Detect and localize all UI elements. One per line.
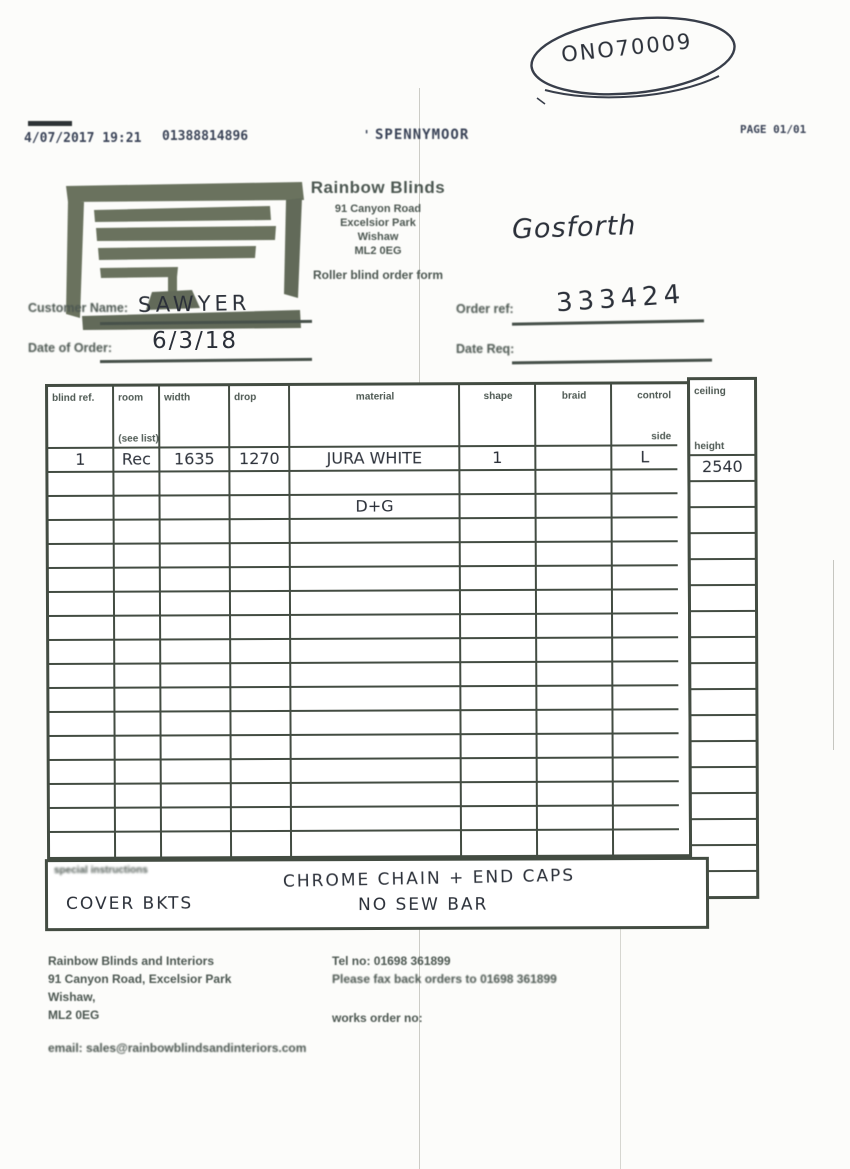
table-cell — [231, 544, 291, 568]
table-cell — [49, 497, 115, 521]
table-cell — [161, 712, 231, 736]
table-cell — [161, 688, 231, 712]
height-column — [687, 377, 759, 899]
table-cell — [162, 736, 232, 760]
table-cell — [462, 831, 538, 855]
table-cell — [613, 542, 678, 566]
table-cell — [537, 711, 613, 735]
table-cell — [292, 759, 462, 784]
table-cell — [232, 832, 292, 856]
order-ref-underline — [512, 319, 704, 325]
table-cell — [614, 782, 679, 806]
table-row — [49, 710, 688, 737]
customer-name-label: Customer Name: — [28, 301, 129, 315]
table-cell — [461, 591, 537, 615]
table-cell — [232, 760, 292, 784]
table-cell — [161, 496, 231, 520]
table-cell — [613, 686, 678, 710]
table-cell — [462, 783, 538, 807]
table-cell — [231, 520, 291, 544]
table-cell — [115, 664, 161, 688]
table-row — [49, 638, 688, 665]
table-cell — [537, 591, 613, 615]
branch-note: Gosforth — [511, 209, 637, 246]
company-address-line: Wishaw — [357, 231, 399, 243]
table-cell — [49, 665, 115, 689]
table-cell — [461, 519, 537, 543]
table-cell — [161, 568, 231, 592]
table-cell — [462, 759, 538, 783]
table-row — [49, 494, 688, 521]
company-address-line: ML2 0EG — [354, 245, 402, 257]
table-cell — [613, 638, 678, 662]
footer-address: 91 Canyon Road, Excelsior Park — [48, 972, 232, 986]
footer-tel: Tel no: 01698 361899 — [332, 954, 451, 968]
footer-company-name: Rainbow Blinds and Interiors — [48, 954, 215, 968]
height-cell — [692, 742, 756, 768]
footer-postcode: ML2 0EG — [48, 1008, 100, 1022]
table-cell — [613, 518, 678, 542]
table-row — [50, 758, 689, 785]
table-cell — [231, 568, 291, 592]
table-cell — [290, 471, 460, 496]
table-cell — [614, 734, 679, 758]
table-cell — [115, 520, 161, 544]
table-row — [50, 782, 689, 809]
table-cell — [291, 663, 461, 688]
table-cell — [49, 617, 115, 641]
table-row — [49, 686, 688, 713]
table-cell — [162, 832, 232, 856]
height-cell — [691, 586, 755, 612]
table-cell — [50, 809, 116, 833]
order-number-stamp — [523, 6, 743, 111]
table-cell — [537, 663, 613, 687]
table-cell — [613, 566, 678, 590]
table-cell — [462, 735, 538, 759]
height-cell — [690, 482, 754, 508]
table-cell — [291, 711, 461, 736]
table-cell — [50, 737, 116, 761]
col-header-shape: shape — [460, 385, 536, 447]
table-cell — [115, 688, 161, 712]
table-cell — [116, 736, 162, 760]
table-cell — [162, 784, 232, 808]
table-cell — [614, 806, 679, 830]
table-cell — [161, 520, 231, 544]
table-cell — [461, 687, 537, 711]
table-cell — [460, 471, 536, 495]
table-cell — [291, 591, 461, 616]
company-address-line: 91 Canyon Road — [334, 203, 422, 215]
table-row — [49, 566, 688, 593]
table-cell — [537, 519, 613, 543]
height-column-body — [690, 456, 756, 896]
height-cell — [692, 820, 756, 846]
footer-works-order: works order no: — [332, 1011, 423, 1025]
table-cell — [292, 831, 462, 856]
table-cell — [49, 689, 115, 713]
table-cell: 1 — [48, 449, 114, 473]
table-cell — [50, 785, 116, 809]
table-cell: L — [612, 446, 677, 470]
table-header-row — [48, 384, 687, 449]
table-cell — [116, 808, 162, 832]
order-ref-value: 333424 — [555, 279, 687, 319]
customer-name-value: SAWYER — [137, 291, 251, 317]
table-cell — [614, 830, 679, 854]
table-cell: 1270 — [230, 448, 290, 472]
table-cell: Rec — [114, 448, 160, 472]
table-cell — [116, 784, 162, 808]
table-cell — [232, 736, 292, 760]
order-table — [45, 381, 692, 860]
footer-town: Wishaw, — [48, 990, 96, 1004]
height-cell — [691, 638, 755, 664]
height-cell — [691, 716, 755, 742]
table-cell — [461, 639, 537, 663]
col-header-height: ceiling height — [690, 380, 754, 456]
fold-crease — [833, 560, 834, 750]
table-cell — [162, 760, 232, 784]
table-cell — [292, 735, 462, 760]
table-cell — [291, 615, 461, 640]
table-cell — [291, 543, 461, 568]
form-title: Roller blind order form — [312, 268, 443, 282]
table-cell — [461, 543, 537, 567]
table-cell — [461, 495, 537, 519]
table-cell — [231, 616, 291, 640]
table-row — [50, 806, 689, 833]
height-cell — [691, 508, 755, 534]
table-cell — [115, 568, 161, 592]
table-cell — [231, 688, 291, 712]
table-cell — [536, 471, 612, 495]
table-cell — [49, 545, 115, 569]
col-header-material: material — [290, 385, 460, 448]
table-cell — [613, 662, 678, 686]
table-cell: 1 — [460, 447, 536, 471]
table-cell — [115, 544, 161, 568]
table-cell — [115, 640, 161, 664]
fax-station-mark: ' — [363, 128, 371, 142]
table-cell — [49, 713, 115, 737]
table-cell — [115, 592, 161, 616]
table-cell — [115, 616, 161, 640]
company-address-line: Excelsior Park — [340, 217, 416, 229]
table-cell — [161, 664, 231, 688]
height-cell — [692, 794, 756, 820]
table-cell — [537, 639, 613, 663]
height-cell — [691, 690, 755, 716]
table-cell — [537, 615, 613, 639]
table-row — [49, 518, 688, 545]
table-cell — [462, 807, 538, 831]
col-header-control-side: control side — [612, 384, 677, 446]
table-cell — [461, 567, 537, 591]
table-cell — [114, 472, 160, 496]
company-name: Rainbow Blinds — [310, 178, 446, 197]
table-cell — [291, 519, 461, 544]
table-cell — [613, 614, 678, 638]
table-cell — [538, 831, 614, 855]
footer-email: email: sales@rainbowblindsandinteriors.com — [48, 1041, 307, 1055]
table-cell — [231, 592, 291, 616]
scan-mark — [28, 121, 72, 126]
table-cell — [461, 615, 537, 639]
height-cell — [691, 560, 755, 586]
table-cell — [160, 472, 230, 496]
table-cell — [291, 567, 461, 592]
col-header-drop: drop — [230, 386, 290, 448]
table-cell — [538, 759, 614, 783]
table-cell — [538, 735, 614, 759]
table-cell — [613, 494, 678, 518]
height-cell — [691, 534, 755, 560]
col-header-room: room (see list) — [114, 386, 160, 448]
height-cell — [692, 768, 756, 794]
special-instructions-label: special instructions — [53, 864, 148, 877]
table-cell — [231, 640, 291, 664]
table-row — [48, 446, 687, 473]
col-header-blind-ref: blind ref. — [48, 387, 114, 449]
table-cell — [230, 472, 290, 496]
table-row — [49, 662, 688, 689]
table-cell — [162, 808, 232, 832]
special-note-no-sew-bar: NO SEW BAR — [358, 894, 489, 916]
date-req-label: Date Req: — [456, 342, 515, 356]
table-cell — [49, 593, 115, 617]
table-cell — [231, 664, 291, 688]
table-cell — [48, 473, 114, 497]
table-cell — [292, 807, 462, 832]
table-cell — [116, 832, 162, 856]
special-note-chrome-chain: CHROME CHAIN + END CAPS — [282, 865, 576, 892]
table-cell — [231, 712, 291, 736]
table-row — [49, 614, 688, 641]
table-cell — [612, 470, 677, 494]
fax-page-number: PAGE 01/01 — [740, 123, 807, 136]
table-cell — [50, 833, 116, 857]
fax-datetime: 4/07/2017 19:21 — [24, 131, 142, 146]
company-header — [278, 178, 478, 282]
special-instructions-box — [45, 857, 709, 931]
fax-station: SPENNYMOOR — [375, 127, 470, 143]
stamp-order-number: ONO70009 — [560, 29, 694, 67]
table-cell — [49, 641, 115, 665]
table-cell — [538, 807, 614, 831]
table-cell — [161, 640, 231, 664]
table-row — [50, 734, 689, 761]
table-cell — [537, 687, 613, 711]
special-note-cover-brackets: COVER BKTS — [65, 893, 194, 915]
table-cell — [461, 663, 537, 687]
date-of-order-value: 6/3/18 — [152, 328, 239, 354]
date-req-underline — [512, 359, 712, 365]
table-row — [48, 470, 687, 497]
height-cell — [691, 664, 755, 690]
table-row — [49, 590, 688, 617]
height-cell: 2540 — [690, 456, 754, 482]
footer-fax-back: Please fax back orders to 01698 361899 — [332, 972, 557, 986]
table-cell — [537, 495, 613, 519]
table-cell — [292, 783, 462, 808]
table-cell — [232, 784, 292, 808]
table-cell — [161, 592, 231, 616]
table-cell — [49, 569, 115, 593]
table-cell — [116, 760, 162, 784]
table-cell — [231, 496, 291, 520]
date-of-order-underline — [100, 358, 312, 363]
table-cell — [49, 521, 115, 545]
col-header-width: width — [160, 386, 230, 448]
table-cell — [613, 590, 678, 614]
table-row — [49, 542, 688, 569]
order-table-body — [48, 446, 689, 857]
order-ref-label: Order ref: — [456, 302, 514, 316]
table-cell — [232, 808, 292, 832]
table-cell — [538, 783, 614, 807]
table-cell — [50, 761, 116, 785]
table-row — [50, 830, 689, 857]
table-cell: 1635 — [160, 448, 230, 472]
table-cell — [614, 758, 679, 782]
table-cell — [115, 712, 161, 736]
table-cell — [613, 710, 678, 734]
table-cell: JURA WHITE — [290, 447, 460, 472]
col-header-braid: braid — [536, 385, 612, 447]
table-cell — [161, 544, 231, 568]
height-cell — [691, 612, 755, 638]
table-cell — [161, 616, 231, 640]
date-of-order-label: Date of Order: — [28, 341, 113, 355]
table-cell — [461, 711, 537, 735]
table-cell — [291, 687, 461, 712]
fax-number: 01388814896 — [162, 129, 249, 144]
table-cell — [537, 567, 613, 591]
table-cell — [291, 639, 461, 664]
table-cell: D+G — [291, 495, 461, 520]
table-cell — [115, 496, 161, 520]
table-cell — [536, 447, 612, 471]
table-cell — [537, 543, 613, 567]
